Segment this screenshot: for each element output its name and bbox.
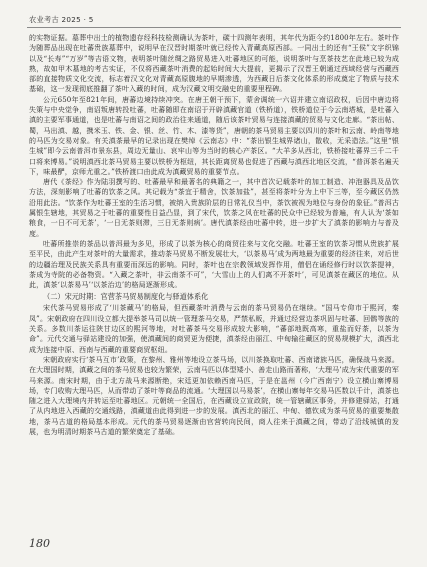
paragraph: 宋朝政府实行‘茶马互市’政策，在黎州、雅州等地设立茶马场，以川茶换取吐蕃、西南诸族马匹，确保战马来源。在大理国时期，滇藏之间的茶马贸易也较为繁荣，云南马匹以体型矮小、善走山路而著称，‘大理马’成为宋代重要的军马来源。南宋时期，由于北方战马来源断绝，宋廷更加依赖西南马匹，于是在邕州（今广西南宁）设立横山寨博易场，专门收购大理马匹，从而带动了茶叶等商品的流通。‘大理国以马易茶’，在横山寨每年交易马匹数以千计，滇茶也随之进入大理境内并转运至吐蕃地区。元朝统一全国后，在西藏设立宣政院，统一管辖藏区事务，并修建驿站，打通了从内地进入西藏的交通线路，滇藏道由此得到进一步的发展。滇西北的丽江、中甸、德钦成为茶马贸易的重要集散地，茶马古道的格局基本形成。元代的茶马贸易逐渐由官营转向民间，商人往来于滇藏之间，带动了沿线城镇的发展，也为明清时期茶马古道的繁荣奠定了基础。 [29, 355, 399, 436]
paragraph: 唐代《茶经》作为陆羽撰写的、吐蕃最早和最著名的典籍之一，其中首次记载茶叶的加工制造、冲泡器具及品饮方法，深刻影响了吐蕃的饮茶之风。其记载为“茶宜于精舍，饮茶加盐”，甚至将茶叶分为上中下三等，至今藏区仍然沿用此法。“饮茶作为吐蕃王室的生活习惯，被纳入贵族阶层的日常礼仪当中，茶饮被视为地位与身份的象征。”普洱古属银生辖地，其贸易之于吐蕃的重要性日益凸显，到了宋代，饮茶之风在吐蕃的民众中已经较为普遍，有人认为‘茶如粮食，一日不可无茶’，‘一日无茶则滞，三日无茶则病’。唐代滇茶经由吐蕃中转，进一步扩大了滇茶的影响力与普及度。 [29, 178, 399, 238]
paragraph: 的实物证据。墓葬中出土的植物遗存经科技检测确认为茶叶，碳十四测年表明，其年代为距今约1800年左右。茶叶作为随葬品出现在吐蕃贵族墓葬中，说明早在汉晋时期茶叶就已经传入青藏高原西部。一同出土的还有“王侯”文字织锦以及“长寿”“万岁”等吉语文物，表明茶叶随丝绸之路贸易进入吐蕃地区的可能，说明茶叶与烹茶技艺在此地已较为成熟，故如甲木墓地的考古实证，不仅将西藏茶叶消费的起始时间大大提前，更揭示了汉晋王朝通过西域经营与西藏西部的直接物质文化交流，标志着汉文化对青藏高原腹地的早期渗透，为西藏日后茶文化体系的形成奠定了物质与技术基础，这一发现彻底推翻了茶叶入藏的时间，成为汉藏文明交融史的重要里程碑。 [29, 34, 399, 94]
running-header: 农业考古 2025 · 5 [29, 15, 94, 24]
paragraph: 公元650年至821年间，唐蕃边境持续冲突。在唐王朝干预下，蒙舍调统一六诏并建立南诏政权，后因中唐边将失策与中央觉争，南诏叛唐转投吐蕃，吐蕃随即在南诏于开辟滇藏官道（铁桥道），铁桥道位于今云南塔城，是吐蕃入滇的主要军事通道，也是吐蕃与南诏之间的政治往来通道，随后该茶叶贸易与连接滇藏的贸易与文化走廊。“茶出帖、蜀，马出滇、越，携米玉、铁、金、银、丝、竹、木、漆等货”，唐朝的茶马贸易主要以四川的茶叶和云南、岭南等地的马匹为交易对象。有关滇茶最早的记录出现在樊绰《云南志》中：“茶出银生城界诸山，散收，无采造法。”这里“银生城”即今云南普洱市景东县，周边无量山、哀牢山等为当时的核心产茶区。“大羊多从西北，铁桥接吐蕃界三千二千口将来博易。”说明滇西北茶马贸易主要以铁桥为枢纽，其长距离贸易也促进了西藏与滇西北地区交流，“普洱茶名遍天下，味最酽，京师尤重之。”铁桥渡口由此成为滇藏贸易的重要节点。 [29, 95, 399, 176]
header-rule [27, 27, 401, 28]
section-heading: （二）宋元时期：官营茶马贸易制度化与驿道体系化 [43, 292, 209, 302]
page-number: 180 [29, 537, 50, 550]
paragraph: 吐蕃所推崇的茶品以普洱最为多见，形成了以茶为核心的商贸往来与文化交融。吐蕃王室的饮茶习惯从贵族扩展至平民，由此产生对茶叶的大量需求，推动茶马贸易不断发展壮大，‘以茶易马’成为两地最为重要的经济往来，对后世的边疆治理及民族关系具有重要而深远的影响。同时，茶叶也在宗教领域发挥作用，僧侣在诵经修行时以饮茶提神，茶成为寺院的必备物资。“入藏之茶叶，非云南茶不可”，‘大雪山上的人们离不开茶叶’，可见滇茶在藏区的地位。从此，滇茶‘以茶易马’‘以茶治边’的格局逐渐形成。 [29, 239, 399, 290]
article-body [29, 33, 399, 531]
paragraph: 宋代茶马贸易形成了‘川茶藏马’的格局，但西藏茶叶消费与云南的茶马贸易仍在继续。“国马专仰市于熙河，秦凤”。宋朝政府在四川设立都大提举茶马司以统一管理茶马交易，严禁私贩，并通过经营边茶巩固与吐蕃、回鹘等族的关系。多数川茶运往陕甘边区的熙河等地，对吐蕃茶马交易形成较大影响，“蕃部地既高寒，重盐而好茶，以茶为命”。元代交通与驿站建设的加强，使滇藏间的商贸更为便捷，滇茶经由丽江、中甸输往藏区的贸易规模扩大，滇西北成为连接中原、西南与西藏的重要商贸枢纽。 [29, 304, 399, 354]
